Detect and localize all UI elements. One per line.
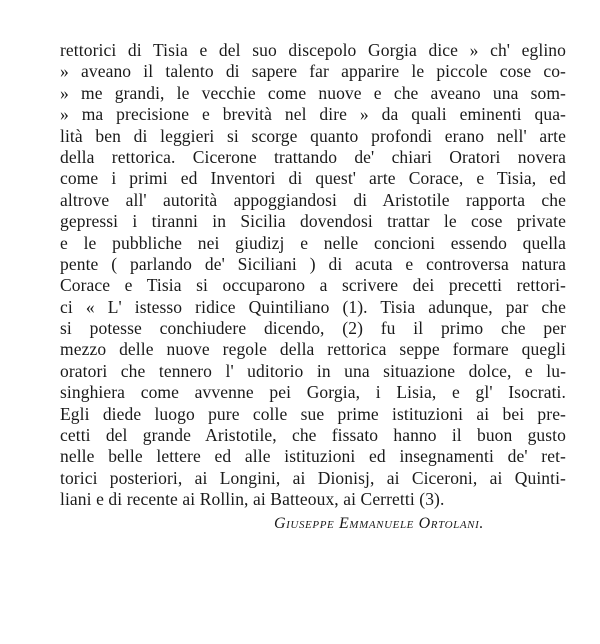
text-line: Egli diede luogo pure colle sue prime istituzioni ai bei pre- xyxy=(60,403,566,424)
text-line: gepressi i tiranni in Sicilia dovendosi trattar le cose private xyxy=(60,211,566,232)
text-line: torici posteriori, ai Longini, ai Dionisj, ai Ciceroni, ai Quinti- xyxy=(60,467,566,488)
text-line: lità ben di leggieri si scorge quanto profondi erano nell' arte xyxy=(60,125,566,146)
text-line: e le pubbliche nei giudizj e nelle concioni essendo quella xyxy=(60,232,566,253)
text-line: si potesse conchiudere dicendo, (2) fu il primo che per xyxy=(60,318,566,339)
text-line: » aveano il talento di sapere far apparire le piccole cose co- xyxy=(60,61,566,82)
text-line: pente ( parlando de' Siciliani ) di acuta e controversa natura xyxy=(60,253,566,274)
text-line: della rettorica. Cicerone trattando de' chiari Oratori novera xyxy=(60,146,566,167)
text-line: come i primi ed Inventori di quest' arte Corace, e Tisia, ed xyxy=(60,168,566,189)
text-line: cetti del grande Aristotile, che fissato hanno il buon gusto xyxy=(60,425,566,446)
text-line: liani e di recente ai Rollin, ai Batteoux, ai Cerretti (3). xyxy=(60,489,445,510)
text-line: mezzo delle nuove regole della rettorica seppe formare quegli xyxy=(60,339,566,360)
text-line: nelle belle lettere ed alle istituzioni ed insegnamenti de' ret- xyxy=(60,446,566,467)
text-line: altrove all' autorità appoggiandosi di Aristotile rapporta che xyxy=(60,189,566,210)
author-signature: Giuseppe Emmanuele Ortolani. xyxy=(274,515,484,532)
body-paragraph xyxy=(60,40,566,511)
text-line: rettorici di Tisia e del suo discepolo Gorgia dice » ch' eglino xyxy=(60,40,566,60)
text-line: oratori che tennero l' uditorio in una situazione dolce, e lu- xyxy=(60,360,566,381)
text-line: ci « L' istesso ridice Quintiliano (1). Tisia adunque, par che xyxy=(60,296,566,317)
text-line: » ma precisione e brevità nel dire » da quali eminenti qua- xyxy=(60,104,566,125)
text-line: singhiera come avvenne pei Gorgia, i Lisia, e gl' Isocrati. xyxy=(60,382,566,403)
text-line: Corace e Tisia si occuparono a scrivere dei precetti rettori- xyxy=(60,275,566,296)
text-line: » me grandi, le vecchie come nuove e che aveano una som- xyxy=(60,82,566,103)
